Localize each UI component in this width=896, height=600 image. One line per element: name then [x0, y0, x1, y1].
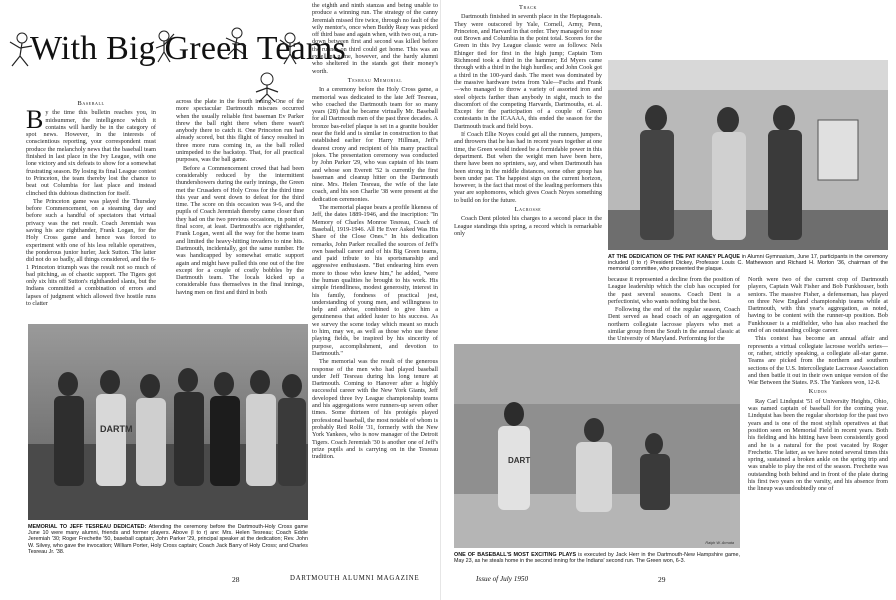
cartoon-pitcher-icon: [4, 30, 38, 70]
baseball-paragraph-5: the eighth and ninth stanzas and being unable to produce a winning run. The strategy of the canny Jeremiah missed fire twice, through no fault of the wily mentor's, once when Buddy Reay was picked off third base and again when, with two out, a run-down between first and second was killed before the runner on third could get home. This was an excellent game, however, and the hardy alumni who sheltered in the stands got their money's worth.: [312, 2, 438, 75]
tesreau-paragraph-3: The memorial was the result of the generous response of the men who had played baseball under Jeff Tesreau during his long tenure at Dartmouth. Coming to Hanover after a highly successful career with the New York Giants, Jeff developed three Ivy League championship teams and his aggregations were runners-up seven other times. Some thirteen of his protégés played professional baseball, the most notable of whom is probably Red Rolfe '31, formerly with the New York Yankees, who is now manager of the Detroit Tigers. Coach Jeremiah '30 is another one of Jeff's prize pupils and is carrying on in the Tesreau tradition.: [312, 358, 438, 461]
page-number-left: 28: [232, 575, 240, 584]
plaque-caption-text: in Alumni Gymnasium, June 17, participants in the ceremony included (l to r) President Dickey, Professor Louis C. Mathewson and Richard H. Morton '36, chairman of the memorial committee, who presented the plaque.: [608, 254, 888, 273]
baseball-paragraph-4: Before a Commencement crowd that had been considerably reduced by the intermittent thundershowers during the early innings, the Green met the Crusaders of Holy Cross for the third time this year and went down to defeat for the third time. The score on this occasion was 9-6, and the pupils of Coach Jeremiah thereby came closer than they had on the two previous occasions, in point of final score, at least. Dartmouth's ace righthander, Frank Logan, went all the way for the home team and limited the heavy-hitting invaders to nine hits. Dartmouth, incidentally, got the same number. He was handicapped by somewhat erratic support again and might have pulled this one out of the fire except for a couple of costly bobbles by the Dartmouth team. The locals kicked up a considerable fuss themselves in the final innings, having men on first and third in both: [176, 164, 304, 296]
photo-credit: Ralph W. Armata: [705, 541, 734, 545]
tesreau-paragraph-1: In a ceremony before the Holy Cross game, a memorial was dedicated to the late Jeff Tesreau, who coached the Dartmouth team for so many years (28) that he became virtually Mr. Baseball for all Dartmouth men of the past three decades. A bronze bas-relief plaque is set in a granite boulder near the field and is similar in construction to that established earlier for Harry Hillman, Jeff's dearest crony and recipient of his many practical jokes. The presentation ceremony was conducted by John Parker '29, who was captain of his team and whose son Everett '52 is currently the first baseman and cleanup hitter on the Dartmouth nine. Mrs. Helen Tesreau, the wife of the late coach, and his son Charlie '38 were present at the dedication ceremonies.: [312, 86, 438, 203]
baseball-paragraph-3: across the plate in the fourth inning. One of the more spectacular Dartmouth miscues occurred when the usually reliable first baseman Ev Parker threw the ball right there when there wasn't anybody there to catch it. One Princeton run had already scored, but this flight of fancy resulted in three more runs coming in, as the ball rolled unimpeded to the backstop. That, for all practical purposes, was the ball game.: [176, 98, 304, 164]
memorial-photo-image: [28, 324, 308, 520]
lacrosse-paragraph-3: Following the end of the regular season, Coach Dent served as head coach of an aggregation of northern collegiate lacrosse players who met a similar group from the South in the annual classic at the University of Maryland. Performing for the: [608, 306, 740, 343]
left-column-2: [176, 98, 304, 297]
cartoon-fielder-icon: [276, 30, 306, 66]
section-heading-track: Track: [518, 4, 538, 11]
article-title: With Big Green Teams: [30, 30, 346, 67]
memorial-photo-caption: [28, 524, 308, 555]
baseball-play-photo: [454, 344, 740, 548]
jersey-lettering: DARTM: [100, 424, 133, 434]
section-heading-tesreau: Tesreau Memorial: [347, 76, 403, 84]
baseball-paragraph-1-text: y the time this bulletin reaches you, in midsummer, the intelligence which it contains will hardly be in the category of spot news. However, in the interests of conscientious reporting, your correspondent must produce the melancholy news that the baseball team finished in last place in the Ivy League, with one lone victory and six defeats to show for a somewhat frustrating season. By losing its final League contest to Princeton, the team thereby lost the chance to beat out Columbia for last place and instead clinched this dubious distinction for itself.: [26, 109, 156, 197]
baseball-paragraph-1: [26, 105, 156, 197]
section-heading-lacrosse: Lacrosse: [514, 206, 542, 214]
plaque-photo-caption: [608, 254, 888, 273]
baseball-play-caption: [454, 552, 740, 564]
section-heading-baseball: Baseball: [77, 100, 105, 107]
play-caption-title: ONE OF BASEBALL'S MOST EXCITING PLAYS: [454, 552, 577, 558]
section-heading-kudos: Kudos: [808, 388, 828, 396]
left-column-3: [312, 2, 438, 461]
jersey-lettering-play: DART: [508, 456, 531, 465]
play-caption-text: is executed by Jack Herr in the Dartmouth-New Hampshire game, May 23, as he steals home in the second inning for the Indians' second run. The Green won, 6-3.: [454, 552, 740, 565]
plaque-caption-title: AT THE DEDICATION OF THE PAT KANEY PLAQUE: [608, 254, 741, 260]
lacrosse-paragraph-1: Coach Dent piloted his charges to a second place in the League standings this spring, a record which is remarkable only: [454, 215, 602, 237]
track-paragraph-2: If Coach Ellie Noyes could get all the runners, jumpers, and throwers that he has had in recent years together at one time, the Green would indeed be a formidable power in this department. But when the weight men have been here, there have been no sprinters, say, and when Dartmouth has been strong in the middle distances, some other group has been under par. The happiest sign on the current horizon, however, is the fact that most of the leading performers this year are sophomores, which gives Coach Noyes something to build on for the future.: [454, 131, 602, 204]
left-column-1: [26, 98, 156, 308]
cartoon-batter-icon: [150, 28, 180, 64]
plaque-photo: [608, 60, 888, 250]
right-column-1: [454, 2, 602, 238]
memorial-caption-title: MEMORIAL TO JEFF TESREAU DEDICATED:: [28, 524, 147, 530]
lacrosse-paragraph-2: because it represented a decline from the position of League leadership which the club has occupied for the past several seasons. Coach Dent is a perfectionist, who wants nothing but the best.: [608, 276, 740, 305]
baseball-play-photo-image: [454, 344, 740, 548]
drop-cap: B: [26, 105, 44, 135]
tesreau-paragraph-2: The memorial plaque bears a profile likeness of Jeff, the dates 1889-1946, and the inscription: "In Memory of Charles Monroe Tesreau, Coach of Baseball, 1919-1946. All He Ever Asked Was His Share of the Close Ones." In his dedication remarks, John Parker recalled the sources of Jeff's own baseball career and of his Big Green teams, and paid tribute to his sportsmanship and aggressive enthusiasm. "But endearing him even more to those who knew him," he added, "were the human qualities he brought to his work. His simple friendliness, modest generosity, interest in his family, fondness of practical jest, understanding of young men, and willingness to help and advise, combined to give him a genuineness that added luster to his success. As we survey the scene today which meant so much to him, may we, as well as those who use these playing fields, be inspired by his sincerity of purpose, accomplishment, and devotion to Dartmouth.": [312, 204, 438, 357]
right-page: [444, 0, 896, 600]
lacrosse-paragraph-4: North were two of the current crop of Dartmouth players, Captain Walt Fisher and Bob Funkhouser, both seniors. The massive Fisher, a defenseman, has played on three New England championship teams while at Dartmouth, with this year's aggregation, as noted, having to be content with the runner-up position. Bob Funkhouser is a midfielder, who has also reached the end of an outstanding college career.: [748, 276, 888, 335]
kudos-paragraph-1: Ray Carl Lindquist '51 of University Heights, Ohio, was named captain of baseball for the coming year. Lindquist has been the regular shortstop for the past two years and is one of the most stylish operatives at that position seen on Memorial Field in recent years. Both his fielding and his hitting have been consistently good and he is a natural for the post vacated by Roger Frechette. The latter, as we have noted several times this spring, sustained a broken ankle on the spring trip and was unable to play the rest of the season. Frechette was outstanding both behind and in front of the plate during his first two years on the varsity, and his absence from the lineup was undoubtedly one of: [748, 397, 888, 493]
issue-date: Issue of July 1950: [476, 575, 529, 583]
right-column-2: [608, 276, 740, 344]
memorial-photo: [28, 324, 308, 520]
lacrosse-paragraph-5: This contest has become an annual affair and represents a virtual collegiate lacrosse world's series—or, rather, strictly speaking, a collegiate all-star game. Teams are picked from the northern and southern sections of the U.S. Intercollegiate Lacrosse Association and then battle it out in their own unique version of the War Between the States. P.S. The Yankees won, 12-8.: [748, 335, 888, 387]
right-column-3: [748, 276, 888, 494]
track-paragraph-1: Dartmouth finished in seventh place in the Heptagonals. They were outscored by Yale, Cornell, Army, Penn, Princeton, and Harvard in that order. They managed to nose out Brown and Columbia in the point total. Scorers for the Green in this Ivy League classic were as follows: Nels Ehinger tied for first in the high jump; Captain Tom Richmond took a third in the hammer; Ed Myers came through with a third in the high hurdles; and John Cook got a third in the 100-yard dash. The meet was dominated by the massive hardware twins from Yale—Fuchs and Frank—who managed to throw a variety of assorted iron and steel objects farther than anybody in sight, much to the discomfort of the competing Harvards, Dartmouths, et. al. Except for the participation of a couple of Green contestants in the ICAAAA, this ended the season for the Dartmouth track and field boys.: [454, 13, 602, 130]
baseball-paragraph-2: The Princeton game was played the Thursday before Commencement, on a steaming day and before such a handful of spectators that virtual privacy was the net result. Coach Jeremiah was saving his ace righthander, Frank Logan, for the Holy Cross game and hence was forced to experiment with one of his less reliable operatives, the ponderous junior hurler, Jack Sutton. The latter did not do so badly, all things considered, and the 6-1 Princeton triumph was the result not so much of bad pitching, as of chaotic support. The Tigers got only six hits off Sutton's righthanded slants, but the Indians committed a combination of errors and lapses of judgment which allowed five hostile runs to clatter: [26, 197, 156, 308]
left-page: [0, 0, 441, 600]
page-number-right: 29: [658, 575, 666, 584]
magazine-name: DARTMOUTH ALUMNI MAGAZINE: [290, 575, 420, 582]
cartoon-runner-icon: [222, 26, 252, 56]
plaque-photo-image: [608, 60, 888, 250]
memorial-caption-text: Attending the ceremony before the Dartmouth-Holy Cross game June 10 were many alumni, friends and former players. Above (l to r) are: Mrs. Helen Tesreau; Coach Eddie Jeremiah '30; Roger Frechette '50, baseball captain; John Parker '29, principal speaker at the dedication; Rev. John W. Silvey, who gave the invocation; William Porter, Holy Cross captain; Coach Jack Barry of Holy Cross; and Charles Tesreau Jr. '38.: [28, 524, 309, 555]
